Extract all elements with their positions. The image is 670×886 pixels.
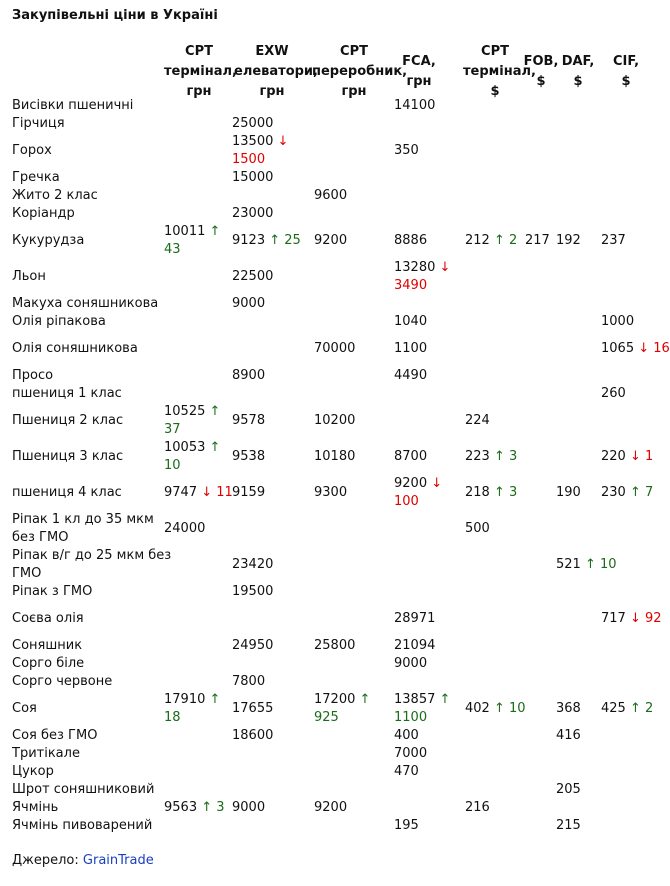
price-cell: [232, 412, 312, 430]
price-cell: [465, 232, 523, 250]
column-header-line: термінал,: [463, 64, 536, 79]
row-name-line: Шрот соняшниковий: [12, 782, 155, 797]
row-name-line: Горох: [12, 143, 52, 158]
price-cell: [232, 484, 312, 502]
price-value: 13857: [394, 692, 436, 707]
price-change-value: 1: [645, 449, 654, 464]
price-value: 25800: [314, 638, 356, 653]
arrow-down-icon: ↓: [629, 611, 641, 626]
price-value: 9159: [232, 485, 266, 500]
price-value: 10180: [314, 449, 356, 464]
price-change: [494, 233, 517, 248]
price-cell: [601, 448, 663, 466]
row-name-line: Пшениця 2 клас: [12, 413, 124, 428]
arrow-down-icon: ↓: [629, 449, 641, 464]
price-change-value: 1100: [394, 710, 428, 725]
price-cell: [525, 232, 554, 250]
arrow-down-icon: ↓: [431, 476, 443, 491]
column-header: [234, 42, 318, 102]
price-value: 17200: [314, 692, 356, 707]
price-value: 8886: [394, 233, 428, 248]
price-cell: [314, 448, 392, 466]
price-value: 24950: [232, 638, 274, 653]
price-cell: [465, 520, 523, 538]
price-value: 9000: [232, 296, 266, 311]
row-name-line: Тритікале: [12, 746, 80, 761]
price-value: 230: [601, 485, 626, 500]
price-value: 17910: [164, 692, 206, 707]
price-value: 212: [465, 233, 490, 248]
price-change-value: 100: [394, 494, 419, 509]
price-cell: [314, 637, 392, 655]
price-value: 1065: [601, 341, 635, 356]
price-cell: [232, 232, 312, 250]
column-header-line: CPT: [481, 44, 509, 59]
row-name-line: Жито 2 клас: [12, 188, 98, 203]
price-cell: [601, 385, 663, 403]
arrow-up-icon: ↑: [493, 701, 505, 716]
price-cell: [394, 655, 463, 673]
row-name-line: Сорго червоне: [12, 674, 113, 689]
price-cell: [465, 484, 523, 502]
price-change: [269, 233, 301, 248]
price-value: 470: [394, 764, 419, 779]
source-label: Джерело:: [12, 853, 79, 868]
source-link[interactable]: GrainTrade: [82, 853, 154, 868]
row-name-line: Ячмінь: [12, 800, 59, 815]
row-name: [12, 610, 84, 628]
price-cell: [164, 691, 230, 727]
row-name-line: Просо: [12, 368, 54, 383]
price-value: 13500: [232, 134, 274, 149]
arrow-up-icon: ↑: [584, 557, 596, 572]
price-value: 350: [394, 143, 419, 158]
price-value: 9000: [394, 656, 428, 671]
price-change: [494, 701, 526, 716]
price-value: 260: [601, 386, 626, 401]
row-name-line: Ріпак з ГМО: [12, 584, 93, 599]
row-name: [12, 412, 123, 430]
price-cell: [601, 313, 663, 331]
price-cell: [164, 799, 230, 817]
price-value: 8700: [394, 449, 428, 464]
row-name-line: Соняшник: [12, 638, 83, 653]
row-name-line: Пшениця 3 клас: [12, 449, 124, 464]
price-cell: [394, 340, 463, 358]
column-header-line: $: [490, 84, 500, 99]
price-cell: [164, 520, 230, 538]
price-value: 402: [465, 701, 490, 716]
arrow-up-icon: ↑: [439, 692, 451, 707]
price-value: 717: [601, 611, 626, 626]
price-change-value: 37: [164, 422, 181, 437]
price-cell: [232, 700, 312, 718]
price-value: 70000: [314, 341, 356, 356]
price-change: [201, 800, 224, 815]
row-name: [12, 295, 158, 313]
column-header-line: EXW: [255, 44, 289, 59]
arrow-up-icon: ↑: [269, 233, 281, 248]
price-change-value: 3: [509, 449, 518, 464]
price-change-value: 2: [509, 233, 518, 248]
price-value: 223: [465, 449, 490, 464]
price-change-value: 92: [645, 611, 662, 626]
row-name-line: Льон: [12, 269, 46, 284]
price-value: 21094: [394, 638, 436, 653]
row-name-line: Цукор: [12, 764, 54, 779]
row-name-line: без ГМО: [12, 530, 69, 545]
price-change: [585, 557, 617, 572]
column-header: [394, 52, 444, 92]
row-name-line: Ячмінь пивоварений: [12, 818, 153, 833]
row-name-line: Соя: [12, 701, 37, 716]
price-cell: [232, 637, 312, 655]
price-value: 14100: [394, 98, 436, 113]
price-value: 1000: [601, 314, 635, 329]
price-value: 9300: [314, 485, 348, 500]
row-name-line: Гречка: [12, 170, 60, 185]
price-cell: [232, 268, 312, 286]
row-name: [12, 547, 171, 583]
price-cell: [164, 223, 230, 259]
price-value: 195: [394, 818, 419, 833]
page-title: Закупівельні ціни в Україні: [12, 8, 218, 23]
price-value: 205: [556, 782, 581, 797]
column-header-line: CIF,: [612, 54, 640, 69]
price-value: 425: [601, 701, 626, 716]
price-value: 17655: [232, 701, 274, 716]
row-name-line: Олія ріпакова: [12, 314, 106, 329]
arrow-down-icon: ↓: [277, 134, 289, 149]
price-value: 7800: [232, 674, 266, 689]
price-cell: [394, 817, 463, 835]
row-name: [12, 187, 98, 205]
price-change: [494, 449, 517, 464]
column-header: [523, 52, 559, 92]
price-value: 224: [465, 413, 490, 428]
price-value: 217: [525, 233, 550, 248]
price-value: 10053: [164, 440, 206, 455]
price-cell: [232, 367, 312, 385]
price-change-value: 3: [216, 800, 225, 815]
price-change-value: 43: [164, 242, 181, 257]
price-cell: [556, 817, 599, 835]
row-name-line: Кукурудза: [12, 233, 85, 248]
price-change-value: 18: [164, 710, 181, 725]
row-name-line: Соєва олія: [12, 611, 84, 626]
price-value: 23420: [232, 557, 274, 572]
price-cell: [394, 745, 463, 763]
price-value: 216: [465, 800, 490, 815]
arrow-up-icon: ↑: [201, 800, 213, 815]
column-header-line: грн: [186, 84, 212, 99]
price-cell: [394, 637, 463, 655]
price-value: 23000: [232, 206, 274, 221]
price-value: 22500: [232, 269, 274, 284]
price-value: 9200: [314, 800, 348, 815]
price-change: [630, 485, 653, 500]
row-name: [12, 97, 133, 115]
price-cell: [232, 448, 312, 466]
price-value: 237: [601, 233, 626, 248]
price-change-value: 925: [314, 710, 339, 725]
row-name: [12, 817, 152, 835]
price-value: 10525: [164, 404, 206, 419]
price-value: 9600: [314, 188, 348, 203]
arrow-up-icon: ↑: [359, 692, 371, 707]
price-cell: [601, 610, 663, 628]
row-name: [12, 232, 84, 250]
row-name: [12, 169, 60, 187]
row-name: [12, 799, 58, 817]
price-value: 1040: [394, 314, 428, 329]
price-value: 1100: [394, 341, 428, 356]
arrow-up-icon: ↑: [493, 449, 505, 464]
price-cell: [556, 556, 617, 574]
price-cell: [232, 133, 312, 169]
column-header: [609, 52, 643, 92]
price-value: 19500: [232, 584, 274, 599]
price-cell: [394, 691, 463, 727]
row-name-line: Висівки пшеничні: [12, 98, 134, 113]
row-name-line: пшениця 4 клас: [12, 485, 122, 500]
row-name: [12, 205, 75, 223]
column-header-line: $: [621, 74, 631, 89]
price-cell: [601, 700, 663, 718]
price-cell: [314, 412, 392, 430]
column-header-line: грн: [406, 74, 432, 89]
price-change-value: 10: [164, 458, 181, 473]
price-cell: [164, 403, 230, 439]
price-cell: [232, 583, 312, 601]
price-cell: [232, 556, 312, 574]
price-cell: [314, 484, 392, 502]
price-cell: [465, 448, 523, 466]
column-header: [164, 42, 237, 102]
price-value: 220: [601, 449, 626, 464]
price-cell: [232, 205, 312, 223]
row-name-line: Макуха соняшникова: [12, 296, 159, 311]
price-change-value: 3490: [394, 278, 428, 293]
column-header-line: $: [573, 74, 583, 89]
price-value: 15000: [232, 170, 274, 185]
column-header-line: CPT: [340, 44, 368, 59]
price-value: 190: [556, 485, 581, 500]
column-header: [561, 52, 595, 92]
row-name: [12, 727, 97, 745]
price-cell: [394, 97, 463, 115]
price-value: 25000: [232, 116, 274, 131]
price-value: 9578: [232, 413, 266, 428]
price-cell: [164, 439, 230, 475]
arrow-up-icon: ↑: [493, 233, 505, 248]
price-cell: [394, 142, 463, 160]
arrow-up-icon: ↑: [209, 440, 221, 455]
price-change-value: 1500: [232, 152, 266, 167]
price-change-value: 25: [284, 233, 301, 248]
price-cell: [556, 727, 599, 745]
row-name: [12, 655, 84, 673]
column-header-line: $: [536, 74, 546, 89]
arrow-up-icon: ↑: [493, 485, 505, 500]
price-value: 9200: [394, 476, 428, 491]
price-value: 192: [556, 233, 581, 248]
row-name: [12, 637, 82, 655]
price-value: 215: [556, 818, 581, 833]
price-value: 500: [465, 521, 490, 536]
price-cell: [394, 448, 463, 466]
row-name: [12, 313, 106, 331]
price-change-value: 10: [600, 557, 617, 572]
price-value: 24000: [164, 521, 206, 536]
row-name: [12, 340, 138, 358]
price-value: 368: [556, 701, 581, 716]
arrow-down-icon: ↓: [201, 485, 213, 500]
price-change: [494, 485, 517, 500]
price-change-value: 11: [216, 485, 233, 500]
price-cell: [232, 295, 312, 313]
price-change: [630, 449, 653, 464]
price-value: 416: [556, 728, 581, 743]
row-name-line: пшениця 1 клас: [12, 386, 122, 401]
price-value: 10011: [164, 224, 206, 239]
price-change: [630, 611, 662, 626]
price-value: 13280: [394, 260, 436, 275]
price-cell: [465, 412, 523, 430]
price-cell: [601, 232, 663, 250]
row-name-line: Ріпак в/г до 25 мкм без: [12, 548, 172, 563]
price-value: 28971: [394, 611, 436, 626]
arrow-down-icon: ↓: [638, 341, 650, 356]
price-change-value: 3: [509, 485, 518, 500]
price-value: 9200: [314, 233, 348, 248]
price-cell: [465, 700, 526, 718]
arrow-up-icon: ↑: [209, 224, 221, 239]
price-value: 10200: [314, 413, 356, 428]
price-cell: [394, 727, 463, 745]
price-cell: [394, 367, 463, 385]
price-cell: [232, 727, 312, 745]
row-name: [12, 484, 122, 502]
row-name: [12, 115, 65, 133]
price-value: 4490: [394, 368, 428, 383]
price-value: 9747: [164, 485, 198, 500]
price-cell: [394, 763, 463, 781]
price-change: [630, 701, 653, 716]
source-line: [12, 853, 154, 868]
price-cell: [601, 484, 663, 502]
column-header: [312, 42, 408, 102]
price-cell: [601, 340, 670, 358]
arrow-up-icon: ↑: [209, 404, 221, 419]
row-name: [12, 583, 92, 601]
row-name: [12, 142, 52, 160]
price-value: 9000: [232, 800, 266, 815]
row-name: [12, 511, 154, 547]
price-value: 400: [394, 728, 419, 743]
arrow-up-icon: ↑: [629, 701, 641, 716]
price-change-value: 7: [645, 485, 654, 500]
price-cell: [556, 484, 599, 502]
price-cell: [232, 673, 312, 691]
price-value: 7000: [394, 746, 428, 761]
arrow-up-icon: ↑: [209, 692, 221, 707]
price-cell: [314, 799, 392, 817]
row-name-line: Ріпак 1 кл до 35 мкм: [12, 512, 154, 527]
price-cell: [465, 799, 523, 817]
row-name-line: Сорго біле: [12, 656, 85, 671]
price-change-value: 16: [653, 341, 670, 356]
price-cell: [164, 484, 233, 502]
price-cell: [314, 232, 392, 250]
row-name: [12, 367, 53, 385]
price-cell: [232, 115, 312, 133]
row-name-line: ГМО: [12, 566, 42, 581]
price-cell: [232, 169, 312, 187]
row-name: [12, 700, 37, 718]
price-value: 9538: [232, 449, 266, 464]
column-header-line: CPT: [185, 44, 213, 59]
arrow-up-icon: ↑: [629, 485, 641, 500]
price-cell: [394, 610, 463, 628]
row-name-line: Гірчиця: [12, 116, 65, 131]
price-change: [201, 485, 233, 500]
price-cell: [314, 340, 392, 358]
price-cell: [394, 232, 463, 250]
column-header-line: грн: [259, 84, 285, 99]
row-name: [12, 385, 122, 403]
column-header: [463, 42, 536, 102]
price-value: 521: [556, 557, 581, 572]
row-name-line: Коріандр: [12, 206, 75, 221]
row-name-line: Олія соняшникова: [12, 341, 138, 356]
price-cell: [556, 700, 599, 718]
price-change: [638, 341, 670, 356]
row-name: [12, 268, 46, 286]
row-name-line: Соя без ГМО: [12, 728, 98, 743]
row-name: [12, 763, 54, 781]
column-header-line: FOB,: [523, 54, 559, 69]
price-cell: [394, 313, 463, 331]
price-cell: [394, 475, 463, 511]
price-value: 8900: [232, 368, 266, 383]
column-header-line: переробник,: [312, 64, 408, 79]
row-name: [12, 448, 123, 466]
price-value: 18600: [232, 728, 274, 743]
price-cell: [556, 781, 599, 799]
price-change-value: 2: [645, 701, 654, 716]
price-value: 218: [465, 485, 490, 500]
row-name: [12, 745, 80, 763]
price-cell: [314, 187, 392, 205]
price-value: 9123: [232, 233, 266, 248]
column-header-line: термінал,: [164, 64, 237, 79]
column-header-line: FCA,: [402, 54, 436, 69]
price-cell: [314, 691, 392, 727]
price-cell: [232, 799, 312, 817]
column-header-line: елеватори,: [234, 64, 318, 79]
row-name: [12, 673, 112, 691]
price-value: 9563: [164, 800, 198, 815]
price-cell: [556, 232, 599, 250]
column-header-line: DAF,: [561, 54, 595, 69]
arrow-down-icon: ↓: [439, 260, 451, 275]
price-change-value: 10: [509, 701, 526, 716]
row-name: [12, 781, 154, 799]
price-cell: [394, 259, 463, 295]
column-header-line: грн: [341, 84, 367, 99]
